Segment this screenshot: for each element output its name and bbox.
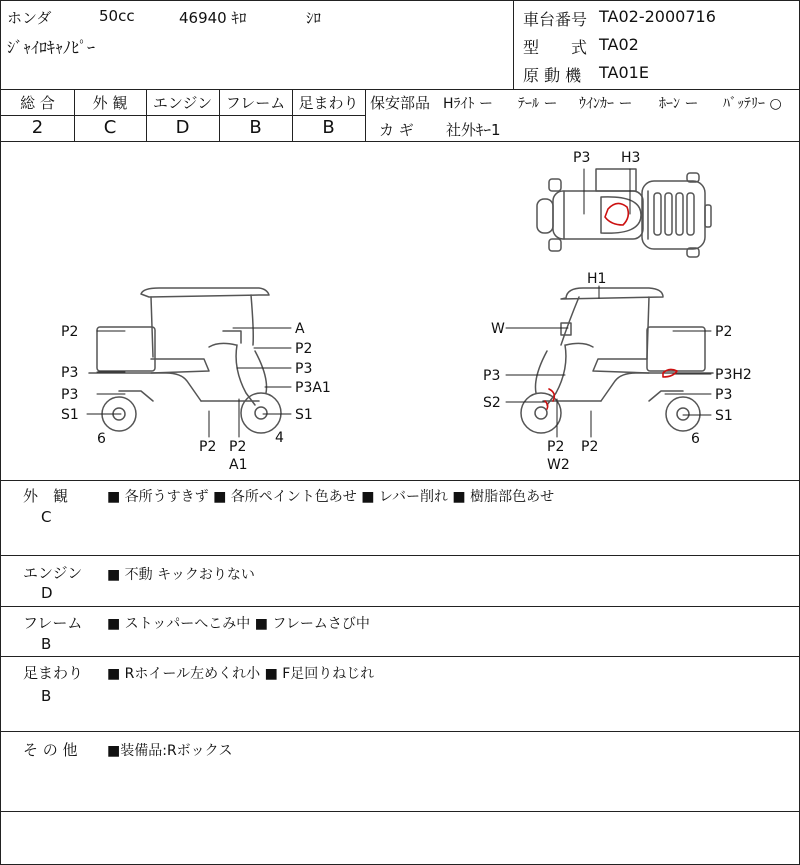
- label-r-6: 6: [691, 431, 700, 447]
- engine-label: 原 動 機: [523, 66, 582, 85]
- section-frame-title: フレーム: [23, 614, 83, 632]
- grade-header-exterior: 外 観: [92, 94, 128, 112]
- label-r-w2: W2: [547, 457, 570, 473]
- safety-headlight: Hﾗｲﾄ ー: [443, 96, 493, 112]
- grade-overall: 2: [31, 117, 44, 138]
- section-frame-items: ■ ストッパーへこみ中 ■ フレームさび中: [107, 616, 370, 632]
- label-r-h1: H1: [587, 271, 607, 287]
- left-view-labels: [61, 321, 331, 473]
- label-r-s2: S2: [483, 395, 501, 411]
- label-l-s1: S1: [61, 407, 79, 423]
- key-label: カ ギ: [379, 121, 414, 139]
- chassis-number: TA02-2000716: [599, 7, 716, 26]
- section-other-items: ■装備品:Rボックス: [107, 743, 233, 759]
- header-divider: [513, 1, 514, 89]
- type-value: TA02: [599, 35, 639, 54]
- grade-header-frame: フレーム: [225, 94, 286, 112]
- label-l-p3b: P3: [61, 387, 79, 403]
- safety-battery: ﾊﾞｯﾃﾘｰ ○: [723, 96, 782, 112]
- label-r-p3: P3: [483, 368, 501, 384]
- section-exterior-grade: C: [41, 508, 52, 526]
- section-engine-items: ■ 不動 キックおりない: [107, 567, 255, 583]
- engine-value: TA01E: [599, 63, 649, 82]
- chassis-label: 車台番号: [523, 10, 588, 29]
- mileage: 46940 ｷﾛ: [179, 9, 247, 27]
- label-r-s1: S1: [715, 408, 733, 424]
- label-l-4: 4: [275, 430, 284, 446]
- section-engine-grade: D: [41, 584, 53, 602]
- section-exterior-title: 外 観: [23, 487, 69, 505]
- section-exterior-items: ■ 各所うすきず ■ 各所ペイント色あせ ■ レバー削れ ■ 樹脂部色あせ: [107, 489, 555, 505]
- label-r-w: W: [491, 321, 505, 337]
- section-suspension-items: ■ Rホイール左めくれ小 ■ F足回りねじれ: [107, 666, 375, 682]
- label-l-p2b: P2: [295, 341, 313, 357]
- label-l-p2c: P2: [199, 439, 217, 455]
- label-l-6: 6: [97, 431, 106, 447]
- safety-taillight: ﾃｰﾙ ー: [518, 96, 558, 112]
- model-name: ｼﾞｬｲﾛｷｬﾉﾋﾟｰ: [7, 38, 96, 57]
- damage-diagram: [1, 142, 799, 480]
- displacement: 50cc: [99, 7, 135, 25]
- label-l-p3a1: P3A1: [295, 380, 331, 396]
- type-label: 型 式: [523, 38, 588, 57]
- section-suspension-title: 足まわり: [23, 664, 84, 682]
- section-engine-title: エンジン: [23, 564, 83, 582]
- label-r-p3h2: P3H2: [715, 367, 752, 383]
- grade-header-overall: 総 合: [20, 94, 55, 112]
- safety-title: 保安部品: [370, 94, 431, 112]
- label-top-h3: H3: [621, 150, 641, 166]
- section-frame-grade: B: [41, 635, 52, 653]
- grade-engine: D: [175, 117, 190, 138]
- maker: ホンダ: [7, 9, 52, 27]
- label-l-a1: A1: [229, 457, 248, 473]
- grade-exterior: C: [103, 117, 117, 138]
- key-value: 社外ｷｰ1: [446, 121, 501, 139]
- left-side-view-drawing: [89, 288, 653, 433]
- label-l-p2d: P2: [229, 439, 247, 455]
- label-l-a: A: [295, 321, 305, 337]
- label-r-p2b: P2: [547, 439, 565, 455]
- grade-header-suspension: 足まわり: [298, 94, 359, 112]
- label-r-p2: P2: [715, 324, 733, 340]
- label-l-p3a: P3: [61, 365, 79, 381]
- safety-horn: ﾎｰﾝ ー: [659, 96, 699, 112]
- label-l-p2: P2: [61, 324, 79, 340]
- grade-suspension: B: [322, 117, 335, 138]
- safety-winker: ｳｲﾝｶｰ ー: [579, 96, 633, 112]
- right-side-view-drawing: [521, 288, 713, 433]
- section-suspension-grade: B: [41, 687, 52, 705]
- label-top-p3: P3: [573, 150, 591, 166]
- color: ｼﾛ: [306, 9, 322, 27]
- grade-header-engine: エンジン: [152, 94, 213, 112]
- label-r-p3b: P3: [715, 387, 733, 403]
- top-view-drawing: [537, 169, 711, 257]
- section-other-title: そ の 他: [23, 741, 78, 759]
- label-l-p3c: P3: [295, 361, 313, 377]
- grade-frame: B: [249, 117, 262, 138]
- top-view-labels: [573, 150, 640, 166]
- label-r-p2c: P2: [581, 439, 599, 455]
- label-l-s1b: S1: [295, 407, 313, 423]
